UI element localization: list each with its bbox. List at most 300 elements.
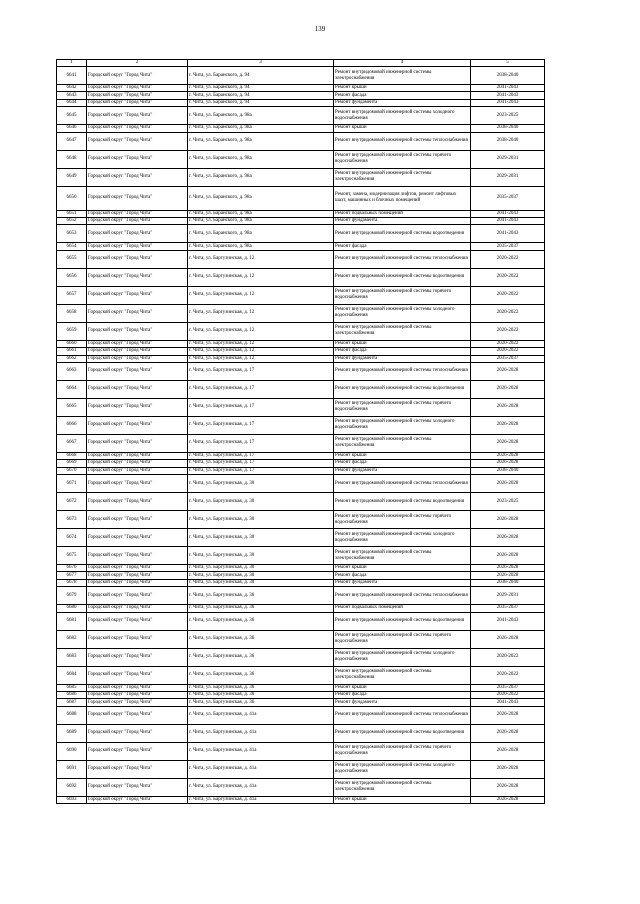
period-cell: 2041-2043 [471,217,545,224]
row-number-cell: 6645 [57,107,87,125]
municipality-cell: Городской округ "Город Чита" [87,778,188,796]
period-cell: 2026-2028 [471,796,545,803]
column-header-4: 4 [334,60,471,67]
row-number-cell: 6691 [57,760,87,778]
address-cell: г. Чита, ул. Баранского, д. 94 [188,85,334,92]
row-number-cell: 6661 [57,348,87,355]
table-row [57,511,545,529]
table-row [57,493,545,511]
period-cell: 2026-2028 [471,778,545,796]
row-number-cell: 6679 [57,587,87,605]
table-row [57,529,545,547]
address-cell: г. Чита, ул. Баранского, д. 98а [188,186,334,210]
period-cell: 2020-2022 [471,340,545,347]
period-cell: 2041-2043 [471,699,545,706]
table-row [57,467,545,474]
work-type-cell: Ремонт внутридомовой инженерной системы холодного водоснабжения [334,760,471,778]
municipality-cell: Городской округ "Город Чита" [87,92,188,99]
address-cell: г. Чита, ул. Баргузинская, д. 12 [188,348,334,355]
municipality-cell: Городской округ "Город Чита" [87,168,188,186]
address-cell: г. Чита, ул. Баргузинская, д. 12 [188,322,334,340]
period-cell: 2026-2028 [471,760,545,778]
table-row [57,380,545,398]
row-number-cell: 6663 [57,362,87,380]
table-row [57,666,545,684]
municipality-cell: Городской округ "Город Чита" [87,547,188,565]
municipality-cell: Городской округ "Город Чита" [87,85,188,92]
municipality-cell: Городской округ "Город Чита" [87,340,188,347]
period-cell: 2020-2022 [471,286,545,304]
municipality-cell: Городской округ "Город Чита" [87,210,188,217]
address-cell: г. Чита, ул. Баргузинская, д. 17 [188,362,334,380]
table-row [57,452,545,459]
table-row [57,355,545,362]
period-cell: 2038-2040 [471,132,545,150]
municipality-cell: Городской округ "Город Чита" [87,99,188,106]
municipality-cell: Городской округ "Город Чита" [87,380,188,398]
row-number-cell: 6653 [57,225,87,243]
row-number-cell: 6660 [57,340,87,347]
table-row [57,67,545,85]
period-cell: 2026-2028 [471,434,545,452]
municipality-cell: Городской округ "Город Чита" [87,572,188,579]
table-row [57,348,545,355]
table-row [57,475,545,493]
address-cell: г. Чита, ул. Баргузинская, д. 30 [188,529,334,547]
work-type-cell: Ремонт внутридомовой инженерной системы горячего водоснабжения [334,150,471,168]
table-row [57,92,545,99]
work-type-cell: Ремонт фундамента [334,217,471,224]
address-cell: г. Чита, ул. Баранского, д. 94 [188,99,334,106]
work-type-cell: Ремонт фундамента [334,467,471,474]
municipality-cell: Городской округ "Город Чита" [87,268,188,286]
period-cell: 2026-2028 [471,630,545,648]
work-type-cell: Ремонт фундамента [334,355,471,362]
table-row [57,796,545,803]
work-type-cell: Ремонт фундамента [334,99,471,106]
address-cell: г. Чита, ул. Баргузинская, д. 41а [188,778,334,796]
work-type-cell: Ремонт внутридомовой инженерной системы горячего водоснабжения [334,630,471,648]
address-cell: г. Чита, ул. Баргузинская, д. 36 [188,692,334,699]
address-cell: г. Чита, ул. Баргузинская, д. 17 [188,467,334,474]
address-cell: г. Чита, ул. Баргузинская, д. 30 [188,565,334,572]
address-cell: г. Чита, ул. Баргузинская, д. 30 [188,547,334,565]
row-number-cell: 6641 [57,67,87,85]
row-number-cell: 6666 [57,416,87,434]
work-type-cell: Ремонт внутридомовой инженерной системы горячего водоснабжения [334,398,471,416]
work-type-cell: Ремонт внутридомовой инженерной системы холодного водоснабжения [334,304,471,322]
table-row [57,322,545,340]
table-row [57,565,545,572]
row-number-cell: 6644 [57,99,87,106]
work-type-cell: Ремонт внутридомовой инженерной системы электроснабжения [334,547,471,565]
period-cell: 2029-2031 [471,168,545,186]
table-row [57,99,545,106]
municipality-cell: Городской округ "Город Чита" [87,217,188,224]
period-cell: 2026-2028 [471,475,545,493]
table-row [57,268,545,286]
table-row [57,132,545,150]
table-row [57,286,545,304]
period-cell: 2020-2022 [471,250,545,268]
row-number-cell: 6655 [57,250,87,268]
row-number-cell: 6654 [57,243,87,250]
period-cell: 2041-2043 [471,612,545,630]
table-row [57,742,545,760]
address-cell: г. Чита, ул. Баргузинская, д. 41а [188,796,334,803]
municipality-cell: Городской округ "Город Чита" [87,475,188,493]
table-row [57,168,545,186]
period-cell: 2026-2028 [471,398,545,416]
work-type-cell: Ремонт крыши [334,565,471,572]
table-row [57,304,545,322]
period-cell: 2038-2040 [471,67,545,85]
address-cell: г. Чита, ул. Баргузинская, д. 36 [188,612,334,630]
municipality-cell: Городской округ "Город Чита" [87,67,188,85]
period-cell: 2020-2022 [471,322,545,340]
municipality-cell: Городской округ "Город Чита" [87,692,188,699]
period-cell: 2026-2028 [471,572,545,579]
column-header-1: 1 [57,60,87,67]
table-row [57,243,545,250]
row-number-cell: 6674 [57,529,87,547]
period-cell: 2026-2028 [471,380,545,398]
work-type-cell: Ремонт внутридомовой инженерной системы горячего водоснабжения [334,742,471,760]
row-number-cell: 6649 [57,168,87,186]
row-number-cell: 6680 [57,605,87,612]
municipality-cell: Городской округ "Город Чита" [87,452,188,459]
address-cell: г. Чита, ул. Баранского, д. 98а [188,168,334,186]
row-number-cell: 6647 [57,132,87,150]
work-type-cell: Ремонт крыши [334,796,471,803]
row-number-cell: 6643 [57,92,87,99]
address-cell: г. Чита, ул. Баргузинская, д. 36 [188,587,334,605]
address-cell: г. Чита, ул. Баргузинская, д. 12 [188,286,334,304]
row-number-cell: 6687 [57,699,87,706]
column-header-5: 5 [471,60,545,67]
table-row [57,579,545,586]
row-number-cell: 6651 [57,210,87,217]
period-cell: 2020-2022 [471,268,545,286]
municipality-cell: Городской округ "Город Чита" [87,250,188,268]
work-type-cell: Ремонт внутридомовой инженерной системы электроснабжения [334,778,471,796]
address-cell: г. Чита, ул. Баранского, д. 98а [188,150,334,168]
address-cell: г. Чита, ул. Баргузинская, д. 41а [188,760,334,778]
table-row [57,362,545,380]
period-cell: 2026-2028 [471,724,545,742]
address-cell: г. Чита, ул. Баргузинская, д. 30 [188,572,334,579]
municipality-cell: Городской округ "Город Чита" [87,286,188,304]
row-number-cell: 6686 [57,692,87,699]
row-number-cell: 6664 [57,380,87,398]
municipality-cell: Городской округ "Город Чита" [87,348,188,355]
municipality-cell: Городской округ "Город Чита" [87,493,188,511]
row-number-cell: 6683 [57,648,87,666]
work-type-cell: Ремонт внутридомовой инженерной системы водоотведения [334,724,471,742]
row-number-cell: 6693 [57,796,87,803]
address-cell: г. Чита, ул. Баргузинская, д. 17 [188,380,334,398]
address-cell: г. Чита, ул. Баргузинская, д. 12 [188,355,334,362]
period-cell: 2026-2028 [471,460,545,467]
municipality-cell: Городской округ "Город Чита" [87,125,188,132]
row-number-cell: 6671 [57,475,87,493]
address-cell: г. Чита, ул. Баргузинская, д. 41а [188,742,334,760]
work-type-cell: Ремонт внутридомовой инженерной системы водоотведения [334,612,471,630]
row-number-cell: 6658 [57,304,87,322]
address-cell: г. Чита, ул. Баргузинская, д. 17 [188,416,334,434]
period-cell: 2041-2043 [471,99,545,106]
table-row [57,125,545,132]
table-row [57,186,545,210]
work-type-cell: Ремонт внутридомовой инженерной системы теплоснабжения [334,587,471,605]
work-type-cell: Ремонт фасада [334,348,471,355]
municipality-cell: Городской округ "Город Чита" [87,416,188,434]
address-cell: г. Чита, ул. Баргузинская, д. 30 [188,579,334,586]
municipality-cell: Городской округ "Город Чита" [87,579,188,586]
municipality-cell: Городской округ "Город Чита" [87,434,188,452]
municipality-cell: Городской округ "Город Чита" [87,605,188,612]
address-cell: г. Чита, ул. Баргузинская, д. 30 [188,475,334,493]
row-number-cell: 6665 [57,398,87,416]
row-number-cell: 6672 [57,493,87,511]
table-row [57,398,545,416]
address-cell: г. Чита, ул. Баранского, д. 98а [188,132,334,150]
period-cell: 2026-2028 [471,511,545,529]
work-type-cell: Ремонт внутридомовой инженерной системы электроснабжения [334,322,471,340]
address-cell: г. Чита, ул. Баргузинская, д. 12 [188,250,334,268]
table-row [57,706,545,724]
work-type-cell: Ремонт подвальных помещений [334,605,471,612]
table-body [57,60,545,804]
address-cell: г. Чита, ул. Баргузинская, д. 41а [188,724,334,742]
work-type-cell: Ремонт фасада [334,460,471,467]
municipality-cell: Городской округ "Город Чита" [87,362,188,380]
row-number-cell: 6677 [57,572,87,579]
table-row [57,250,545,268]
table-row [57,699,545,706]
row-number-cell: 6684 [57,666,87,684]
address-cell: г. Чита, ул. Баранского, д. 94 [188,92,334,99]
row-number-cell: 6681 [57,612,87,630]
period-cell: 2041-2043 [471,92,545,99]
row-number-cell: 6662 [57,355,87,362]
address-cell: г. Чита, ул. Баргузинская, д. 36 [188,648,334,666]
table-row [57,225,545,243]
municipality-cell: Городской округ "Город Чита" [87,796,188,803]
address-cell: г. Чита, ул. Баргузинская, д. 36 [188,605,334,612]
table-row [57,340,545,347]
table-row [57,587,545,605]
row-number-cell: 6673 [57,511,87,529]
work-type-cell: Ремонт внутридомовой инженерной системы холодного водоснабжения [334,529,471,547]
period-cell: 2035-2037 [471,355,545,362]
row-number-cell: 6656 [57,268,87,286]
work-type-cell: Ремонт внутридомовой инженерной системы теплоснабжения [334,475,471,493]
period-cell: 2038-2040 [471,579,545,586]
municipality-cell: Городской округ "Город Чита" [87,511,188,529]
period-cell: 2020-2022 [471,348,545,355]
municipality-cell: Городской округ "Город Чита" [87,742,188,760]
municipality-cell: Городской округ "Город Чита" [87,132,188,150]
row-number-cell: 6667 [57,434,87,452]
address-cell: г. Чита, ул. Баранского, д. 94 [188,67,334,85]
municipality-cell: Городской округ "Город Чита" [87,648,188,666]
address-cell: г. Чита, ул. Баргузинская, д. 36 [188,666,334,684]
row-number-cell: 6642 [57,85,87,92]
work-type-cell: Ремонт фасада [334,243,471,250]
period-cell: 2038-2040 [471,467,545,474]
municipality-cell: Городской округ "Город Чита" [87,706,188,724]
period-cell: 2023-2025 [471,493,545,511]
table-row [57,547,545,565]
municipality-cell: Городской округ "Город Чита" [87,760,188,778]
period-cell: 2026-2028 [471,362,545,380]
municipality-cell: Городской округ "Город Чита" [87,150,188,168]
work-type-cell: Ремонт фундамента [334,699,471,706]
work-type-cell: Ремонт фасада [334,572,471,579]
period-cell: 2035-2037 [471,186,545,210]
page-number: 139 [314,25,326,33]
address-cell: г. Чита, ул. Баргузинская, д. 30 [188,511,334,529]
table-row [57,605,545,612]
row-number-cell: 6646 [57,125,87,132]
repair-schedule-table [56,59,545,804]
table-row [57,572,545,579]
table-row [57,217,545,224]
municipality-cell: Городской округ "Город Чита" [87,630,188,648]
period-cell: 2026-2028 [471,416,545,434]
period-cell: 2020-2022 [471,648,545,666]
address-cell: г. Чита, ул. Баргузинская, д. 41а [188,706,334,724]
table-row [57,648,545,666]
row-number-cell: 6669 [57,460,87,467]
work-type-cell: Ремонт внутридомовой инженерной системы электроснабжения [334,666,471,684]
municipality-cell: Городской округ "Город Чита" [87,398,188,416]
address-cell: г. Чита, ул. Баргузинская, д. 17 [188,452,334,459]
work-type-cell: Ремонт фасада [334,692,471,699]
work-type-cell: Ремонт внутридомовой инженерной системы водоотведения [334,380,471,398]
row-number-cell: 6690 [57,742,87,760]
work-type-cell: Ремонт внутридомовой инженерной системы горячего водоснабжения [334,286,471,304]
table-row [57,460,545,467]
municipality-cell: Городской округ "Город Чита" [87,186,188,210]
work-type-cell: Ремонт внутридомовой инженерной системы водоотведения [334,268,471,286]
period-cell: 2029-2031 [471,587,545,605]
municipality-cell: Городской округ "Город Чита" [87,107,188,125]
row-number-cell: 6676 [57,565,87,572]
municipality-cell: Городской округ "Город Чита" [87,666,188,684]
column-header-2: 2 [87,60,188,67]
period-cell: 2023-2025 [471,107,545,125]
row-number-cell: 6648 [57,150,87,168]
table-row [57,416,545,434]
period-cell: 2020-2022 [471,304,545,322]
period-cell: 2026-2028 [471,742,545,760]
work-type-cell: Ремонт, замена, модернизация лифтов, ремонт лифтовых шахт, машинных и блочных помещений [334,186,471,210]
municipality-cell: Городской округ "Город Чита" [87,355,188,362]
work-type-cell: Ремонт внутридомовой инженерной системы горячего водоснабжения [334,511,471,529]
period-cell: 2035-2037 [471,684,545,691]
period-cell: 2026-2028 [471,547,545,565]
period-cell: 2038-2040 [471,125,545,132]
municipality-cell: Городской округ "Город Чита" [87,587,188,605]
municipality-cell: Городской округ "Город Чита" [87,460,188,467]
work-type-cell: Ремонт подвальных помещений [334,210,471,217]
table-header-row [57,60,545,67]
period-cell: 2035-2037 [471,243,545,250]
work-type-cell: Ремонт крыши [334,85,471,92]
work-type-cell: Ремонт фундамента [334,579,471,586]
period-cell: 2020-2022 [471,666,545,684]
row-number-cell: 6689 [57,724,87,742]
row-number-cell: 6675 [57,547,87,565]
work-type-cell: Ремонт внутридомовой инженерной системы теплоснабжения [334,706,471,724]
municipality-cell: Городской округ "Город Чита" [87,304,188,322]
row-number-cell: 6650 [57,186,87,210]
period-cell: 2035-2037 [471,605,545,612]
row-number-cell: 6657 [57,286,87,304]
address-cell: г. Чита, ул. Баргузинская, д. 12 [188,268,334,286]
row-number-cell: 6670 [57,467,87,474]
work-type-cell: Ремонт внутридомовой инженерной системы теплоснабжения [334,250,471,268]
table-row [57,724,545,742]
period-cell: 2020-2022 [471,692,545,699]
work-type-cell: Ремонт внутридомовой инженерной системы водоотведения [334,493,471,511]
municipality-cell: Городской округ "Город Чита" [87,225,188,243]
table-row [57,612,545,630]
table-row [57,760,545,778]
table-row [57,684,545,691]
work-type-cell: Ремонт внутридомовой инженерной системы холодного водоснабжения [334,648,471,666]
work-type-cell: Ремонт внутридомовой инженерной системы холодного водоснабжения [334,416,471,434]
table-row [57,85,545,92]
column-header-3: 3 [188,60,334,67]
address-cell: г. Чита, ул. Баргузинская, д. 36 [188,630,334,648]
address-cell: г. Чита, ул. Баранского, д. 98а [188,225,334,243]
period-cell: 2026-2028 [471,706,545,724]
table-row [57,107,545,125]
municipality-cell: Городской округ "Город Чита" [87,724,188,742]
row-number-cell: 6668 [57,452,87,459]
address-cell: г. Чита, ул. Баранского, д. 98а [188,107,334,125]
address-cell: г. Чита, ул. Баранского, д. 98а [188,210,334,217]
work-type-cell: Ремонт внутридомовой инженерной системы электроснабжения [334,168,471,186]
period-cell: 2026-2028 [471,565,545,572]
row-number-cell: 6682 [57,630,87,648]
municipality-cell: Городской округ "Город Чита" [87,612,188,630]
municipality-cell: Городской округ "Город Чита" [87,699,188,706]
address-cell: г. Чита, ул. Баранского, д. 98а [188,217,334,224]
work-type-cell: Ремонт внутридомовой инженерной системы водоотведения [334,225,471,243]
table-row [57,630,545,648]
municipality-cell: Городской округ "Город Чита" [87,322,188,340]
table-row [57,210,545,217]
work-type-cell: Ремонт внутридомовой инженерной системы теплоснабжения [334,362,471,380]
table-row [57,150,545,168]
row-number-cell: 6659 [57,322,87,340]
row-number-cell: 6685 [57,684,87,691]
address-cell: г. Чита, ул. Баргузинская, д. 36 [188,684,334,691]
row-number-cell: 6652 [57,217,87,224]
municipality-cell: Городской округ "Город Чита" [87,467,188,474]
row-number-cell: 6688 [57,706,87,724]
period-cell: 2026-2028 [471,529,545,547]
row-number-cell: 6678 [57,579,87,586]
address-cell: г. Чита, ул. Баргузинская, д. 12 [188,304,334,322]
work-type-cell: Ремонт крыши [334,684,471,691]
period-cell: 2026-2028 [471,452,545,459]
table-row [57,434,545,452]
